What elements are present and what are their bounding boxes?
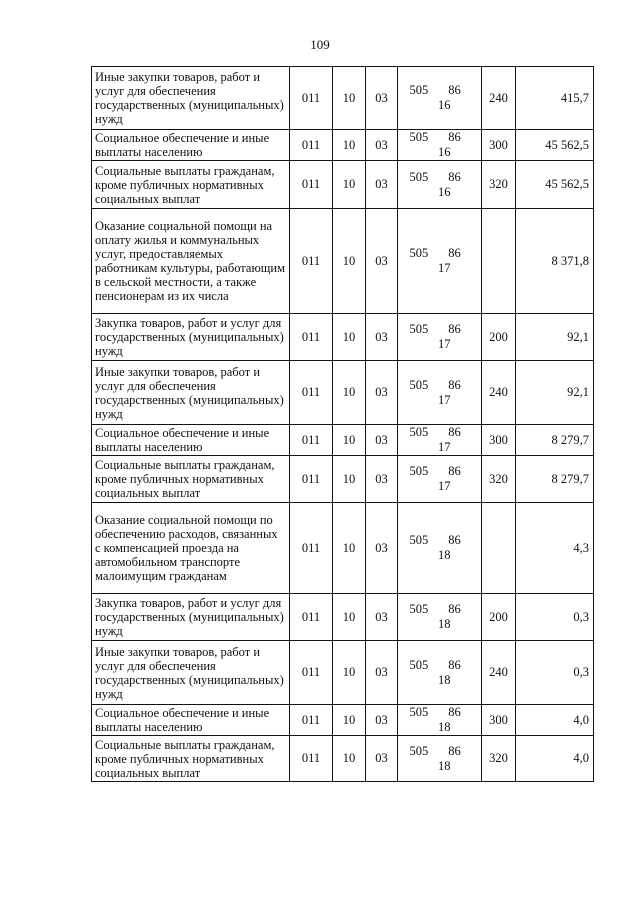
- table-row: [92, 705, 594, 736]
- row-name-cell: Оказание социальной помощи по обеспечению расходов, связанных с компенсацией проезда на автомобильном транспорте малоимущим гражданам: [92, 503, 290, 594]
- target-code-cell: [398, 641, 482, 705]
- section-code-cell: 10: [333, 161, 366, 209]
- ministry-code-cell: 011: [290, 314, 333, 361]
- target-code-part: 18: [438, 720, 451, 734]
- target-code-part: 86: [448, 130, 461, 144]
- ministry-code-cell: 011: [290, 594, 333, 641]
- subsection-code-cell: 03: [366, 161, 398, 209]
- target-code-part: 86: [448, 83, 461, 97]
- target-code-part: 18: [438, 617, 451, 631]
- table-row: [92, 503, 594, 594]
- section-code-cell: 10: [333, 736, 366, 782]
- subsection-code-cell: 03: [366, 705, 398, 736]
- row-name-cell: Социальное обеспечение и иные выплаты населению: [92, 705, 290, 736]
- ministry-code-cell: 011: [290, 425, 333, 456]
- target-code-part: 86: [448, 169, 461, 184]
- section-code-cell: 10: [333, 594, 366, 641]
- target-code-part: 86: [448, 246, 461, 260]
- target-code-part: 16: [438, 184, 451, 199]
- table-row: [92, 594, 594, 641]
- target-code-part: 86: [448, 657, 461, 672]
- table-row: [92, 67, 594, 130]
- target-code-part: 17: [438, 337, 451, 351]
- target-code-part: 505: [409, 464, 429, 478]
- row-name-cell: Социальное обеспечение и иные выплаты населению: [92, 425, 290, 456]
- section-code-cell: 10: [333, 67, 366, 130]
- target-code-part: 86: [448, 377, 461, 392]
- target-code-part: 16: [438, 145, 451, 159]
- expense-type-cell: 300: [482, 130, 516, 161]
- target-code-cell: [398, 705, 482, 736]
- target-code-part: 505: [409, 169, 429, 184]
- expense-type-cell: [482, 503, 516, 594]
- target-code-cell: [398, 503, 482, 594]
- ministry-code-cell: 011: [290, 361, 333, 425]
- target-code-cell: [398, 361, 482, 425]
- amount-cell: 45 562,5: [516, 130, 594, 161]
- amount-cell: 0,3: [516, 641, 594, 705]
- page-number: 109: [310, 37, 330, 52]
- amount-cell: 92,1: [516, 314, 594, 361]
- target-code-part: 505: [409, 83, 429, 97]
- target-code-part: 18: [438, 758, 451, 773]
- amount-cell: 4,0: [516, 736, 594, 782]
- ministry-code-cell: 011: [290, 705, 333, 736]
- subsection-code-cell: 03: [366, 641, 398, 705]
- target-code-part: 505: [409, 602, 429, 616]
- target-code-part: 17: [438, 440, 451, 454]
- target-code-cell: [398, 594, 482, 641]
- expense-type-cell: 240: [482, 361, 516, 425]
- target-code-part: 505: [409, 425, 429, 439]
- row-name-cell: Социальные выплаты гражданам, кроме публичных нормативных социальных выплат: [92, 456, 290, 503]
- section-code-cell: 10: [333, 361, 366, 425]
- table-row: [92, 161, 594, 209]
- target-code-part: 505: [409, 246, 429, 260]
- amount-cell: 92,1: [516, 361, 594, 425]
- amount-cell: 4,0: [516, 705, 594, 736]
- target-code-part: 86: [448, 743, 461, 758]
- section-code-cell: 10: [333, 425, 366, 456]
- expense-type-cell: 320: [482, 161, 516, 209]
- target-code-part: 505: [409, 130, 429, 144]
- target-code-cell: [398, 130, 482, 161]
- row-name-cell: Социальные выплаты гражданам, кроме публичных нормативных социальных выплат: [92, 161, 290, 209]
- target-code-part: 505: [409, 657, 429, 672]
- amount-cell: 4,3: [516, 503, 594, 594]
- expense-type-cell: 300: [482, 425, 516, 456]
- amount-cell: 0,3: [516, 594, 594, 641]
- subsection-code-cell: 03: [366, 736, 398, 782]
- ministry-code-cell: 011: [290, 503, 333, 594]
- table-row: [92, 736, 594, 782]
- target-code-part: 86: [448, 464, 461, 478]
- table-row: [92, 314, 594, 361]
- subsection-code-cell: 03: [366, 130, 398, 161]
- target-code-part: 505: [409, 377, 429, 392]
- amount-cell: 8 371,8: [516, 209, 594, 314]
- section-code-cell: 10: [333, 456, 366, 503]
- ministry-code-cell: 011: [290, 456, 333, 503]
- ministry-code-cell: 011: [290, 161, 333, 209]
- target-code-part: 16: [438, 98, 451, 112]
- subsection-code-cell: 03: [366, 594, 398, 641]
- row-name-cell: Оказание социальной помощи на оплату жилья и коммунальных услуг, предоставляемых работникам культуры, работающим в сельской местности, а также пенсионерам из их числа: [92, 209, 290, 314]
- amount-cell: 8 279,7: [516, 456, 594, 503]
- section-code-cell: 10: [333, 130, 366, 161]
- table-row: [92, 425, 594, 456]
- table-row: [92, 130, 594, 161]
- target-code-cell: [398, 425, 482, 456]
- section-code-cell: 10: [333, 314, 366, 361]
- section-code-cell: 10: [333, 209, 366, 314]
- target-code-part: 18: [438, 672, 451, 687]
- target-code-part: 505: [409, 322, 429, 336]
- ministry-code-cell: 011: [290, 209, 333, 314]
- expense-type-cell: 200: [482, 594, 516, 641]
- target-code-part: 86: [448, 533, 461, 547]
- ministry-code-cell: 011: [290, 641, 333, 705]
- target-code-part: 505: [409, 533, 429, 547]
- table-row: [92, 641, 594, 705]
- table-row: [92, 209, 594, 314]
- row-name-cell: Иные закупки товаров, работ и услуг для обеспечения государственных (муниципальных) нужд: [92, 641, 290, 705]
- amount-cell: 415,7: [516, 67, 594, 130]
- expense-type-cell: 240: [482, 67, 516, 130]
- row-name-cell: Закупка товаров, работ и услуг для государственных (муниципальных) нужд: [92, 594, 290, 641]
- row-name-cell: Иные закупки товаров, работ и услуг для обеспечения государственных (муниципальных) нужд: [92, 361, 290, 425]
- target-code-part: 86: [448, 322, 461, 336]
- section-code-cell: 10: [333, 705, 366, 736]
- target-code-part: 86: [448, 705, 461, 719]
- expense-type-cell: 320: [482, 456, 516, 503]
- expense-type-cell: 300: [482, 705, 516, 736]
- target-code-cell: [398, 456, 482, 503]
- ministry-code-cell: 011: [290, 67, 333, 130]
- subsection-code-cell: 03: [366, 503, 398, 594]
- expense-type-cell: 240: [482, 641, 516, 705]
- amount-cell: 45 562,5: [516, 161, 594, 209]
- subsection-code-cell: 03: [366, 209, 398, 314]
- target-code-cell: [398, 67, 482, 130]
- amount-cell: 8 279,7: [516, 425, 594, 456]
- row-name-cell: Закупка товаров, работ и услуг для государственных (муниципальных) нужд: [92, 314, 290, 361]
- target-code-part: 505: [409, 743, 429, 758]
- table-row: [92, 361, 594, 425]
- subsection-code-cell: 03: [366, 67, 398, 130]
- expense-type-cell: 320: [482, 736, 516, 782]
- table-row: [92, 456, 594, 503]
- expense-type-cell: 200: [482, 314, 516, 361]
- target-code-part: 86: [448, 425, 461, 439]
- ministry-code-cell: 011: [290, 736, 333, 782]
- subsection-code-cell: 03: [366, 456, 398, 503]
- subsection-code-cell: 03: [366, 425, 398, 456]
- target-code-part: 17: [438, 479, 451, 493]
- budget-table: [91, 66, 594, 782]
- subsection-code-cell: 03: [366, 314, 398, 361]
- section-code-cell: 10: [333, 641, 366, 705]
- ministry-code-cell: 011: [290, 130, 333, 161]
- target-code-cell: [398, 161, 482, 209]
- target-code-part: 18: [438, 548, 451, 562]
- row-name-cell: Иные закупки товаров, работ и услуг для обеспечения государственных (муниципальных) нужд: [92, 67, 290, 130]
- target-code-cell: [398, 209, 482, 314]
- row-name-cell: Социальные выплаты гражданам, кроме публичных нормативных социальных выплат: [92, 736, 290, 782]
- target-code-part: 17: [438, 261, 451, 275]
- section-code-cell: 10: [333, 503, 366, 594]
- expense-type-cell: [482, 209, 516, 314]
- target-code-part: 505: [409, 705, 429, 719]
- target-code-part: 17: [438, 392, 451, 407]
- subsection-code-cell: 03: [366, 361, 398, 425]
- row-name-cell: Социальное обеспечение и иные выплаты населению: [92, 130, 290, 161]
- target-code-cell: [398, 314, 482, 361]
- target-code-cell: [398, 736, 482, 782]
- target-code-part: 86: [448, 602, 461, 616]
